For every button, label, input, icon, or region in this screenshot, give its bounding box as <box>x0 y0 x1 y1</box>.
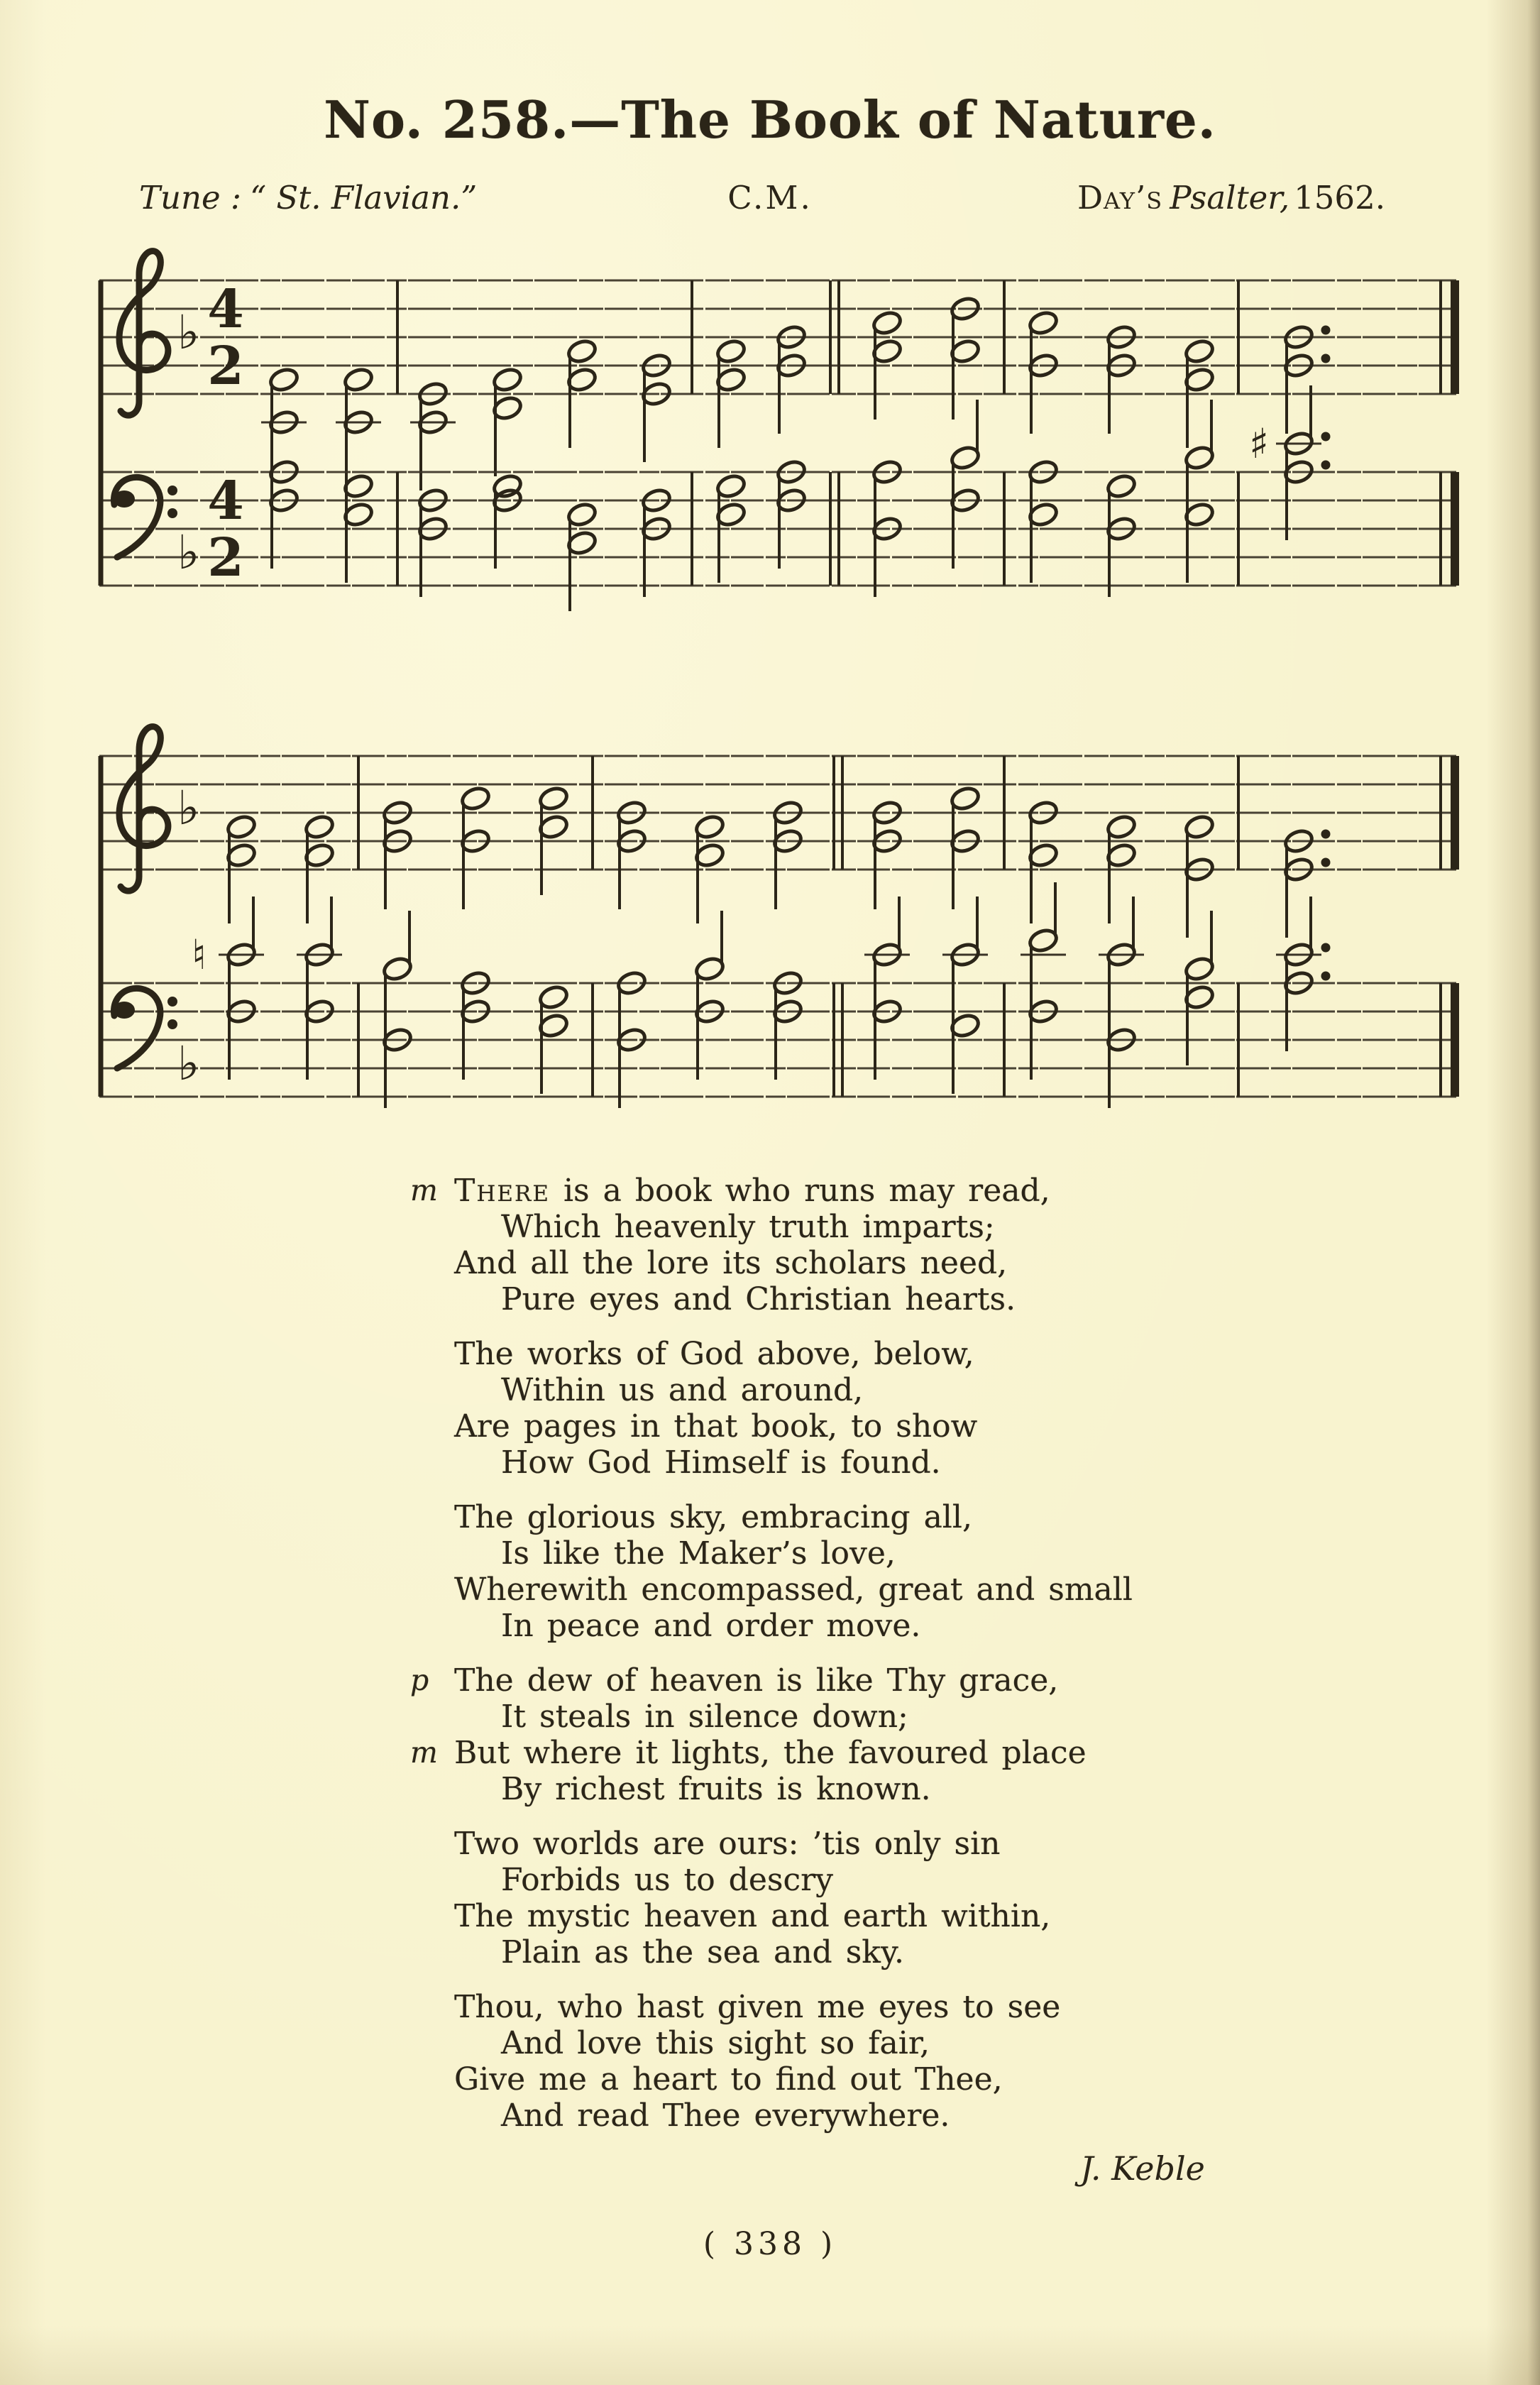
small-caps-word: There <box>454 1173 550 1209</box>
note-column <box>1021 882 1066 1080</box>
verse-line: m But where it lights, the favoured place <box>410 1735 1087 1771</box>
page-number: ( 338 ) <box>703 2226 837 2262</box>
verse-line: The works of God above, below, <box>454 1336 974 1372</box>
verse-1 <box>410 1173 1333 1317</box>
music-system-1 <box>99 251 1459 611</box>
verse-line: Forbids us to descry <box>501 1862 833 1898</box>
note-column <box>297 897 342 1080</box>
note-column <box>1106 473 1138 597</box>
verse-4 <box>410 1662 1333 1807</box>
note-column <box>460 785 492 909</box>
note-column <box>1028 459 1060 583</box>
flat-sign-icon: ♭ <box>177 525 200 580</box>
note-column <box>641 487 673 597</box>
dynamic-marker: p <box>410 1663 429 1697</box>
bass-clef-icon <box>114 477 177 557</box>
verse-line: It steals in silence down; <box>501 1699 908 1735</box>
note-column <box>616 799 648 909</box>
note-column <box>192 897 264 1080</box>
note-column <box>1283 828 1331 938</box>
verse-line: And love this sight so fair, <box>501 2025 930 2061</box>
time-signature: 4 <box>207 279 244 340</box>
note-column <box>772 799 804 909</box>
verse-line: How God Himself is found. <box>501 1444 941 1481</box>
dynamic-marker: m <box>410 1736 438 1770</box>
note-column <box>1249 385 1331 540</box>
note-column <box>694 911 726 1080</box>
note-column <box>410 380 456 490</box>
verse-line: Is like the Maker’s love, <box>501 1535 896 1572</box>
note-column <box>942 897 988 1094</box>
treble-clef-icon <box>119 727 168 892</box>
verse-line: Pure eyes and Christian hearts. <box>501 1281 1016 1317</box>
verse-line: m There is a book who runs may read, <box>410 1173 1050 1209</box>
meter-label: C.M. <box>727 179 813 216</box>
tune-label: Tune : <box>139 179 242 216</box>
verse-line: p The dew of heaven is like Thy grace, <box>410 1662 1059 1699</box>
hymn-verses <box>410 1173 1333 2152</box>
note-column <box>1106 324 1138 434</box>
time-signature: 4 <box>207 471 244 532</box>
note-column <box>864 897 910 1080</box>
note-column <box>1099 897 1144 1108</box>
verse-line: Plain as the sea and sky. <box>501 1934 904 1970</box>
verse-line: Two worlds are ours: ’tis only sin <box>454 1826 1001 1862</box>
note-column <box>460 970 492 1080</box>
verse-3 <box>410 1499 1333 1644</box>
note-column <box>776 459 808 569</box>
verse-line: The glorious sky, embracing all, <box>454 1499 972 1535</box>
note-column <box>776 324 808 434</box>
verse-line: By richest fruits is known. <box>501 1771 931 1807</box>
flat-sign-icon: ♭ <box>177 781 200 835</box>
treble-clef-icon <box>119 251 168 416</box>
flat-sign-icon: ♭ <box>177 1036 200 1091</box>
note-column <box>1283 324 1331 434</box>
bass-clef-icon <box>114 988 177 1068</box>
note-column <box>492 366 524 476</box>
source-author: Day’s <box>1077 179 1163 216</box>
note-column <box>382 799 414 909</box>
verse-line: Are pages in that book, to show <box>454 1408 978 1444</box>
verse-line: Give me a heart to find out Thee, <box>454 2061 1003 2098</box>
verse-line: The mystic heaven and earth within, <box>454 1898 1051 1934</box>
verse-line: Which heavenly truth imparts; <box>501 1209 995 1245</box>
hymn-title: No. 258.—The Book of Nature. <box>324 89 1216 150</box>
author-credit: J. Keble <box>1080 2149 1205 2188</box>
note-column <box>1276 897 1331 1051</box>
note-column <box>382 911 414 1108</box>
note-column <box>417 487 449 597</box>
note-column <box>492 473 524 569</box>
note-column <box>772 970 804 1080</box>
note-column <box>1028 309 1060 434</box>
verse-line: In peace and order move. <box>501 1608 921 1644</box>
verse-line: Wherewith encompassed, great and small <box>454 1572 1133 1608</box>
accidental-icon: ♯ <box>1249 420 1270 468</box>
time-signature: 2 <box>207 336 244 397</box>
note-column <box>950 785 981 909</box>
music-system-2 <box>99 727 1459 1108</box>
verse-5 <box>410 1826 1333 1970</box>
source-year: 1562. <box>1294 179 1385 216</box>
note-column <box>871 799 903 909</box>
verse-line: Within us and around, <box>501 1372 864 1408</box>
time-signature: 2 <box>207 527 244 588</box>
verse-6 <box>410 1989 1333 2134</box>
verse-line: And all the lore its scholars need, <box>454 1245 1008 1281</box>
note-column <box>641 352 673 462</box>
accidental-icon: ♮ <box>192 931 207 979</box>
dynamic-marker: m <box>410 1173 438 1207</box>
verse-line: Thou, who hast given me eyes to see <box>454 1989 1061 2025</box>
verse-line: And read Thee everywhere. <box>501 2098 950 2134</box>
flat-sign-icon: ♭ <box>177 305 200 360</box>
source-title: Psalter, <box>1170 179 1290 216</box>
note-column <box>950 400 981 569</box>
tune-name: “ St. Flavian.” <box>250 179 478 216</box>
verse-2 <box>410 1336 1333 1481</box>
